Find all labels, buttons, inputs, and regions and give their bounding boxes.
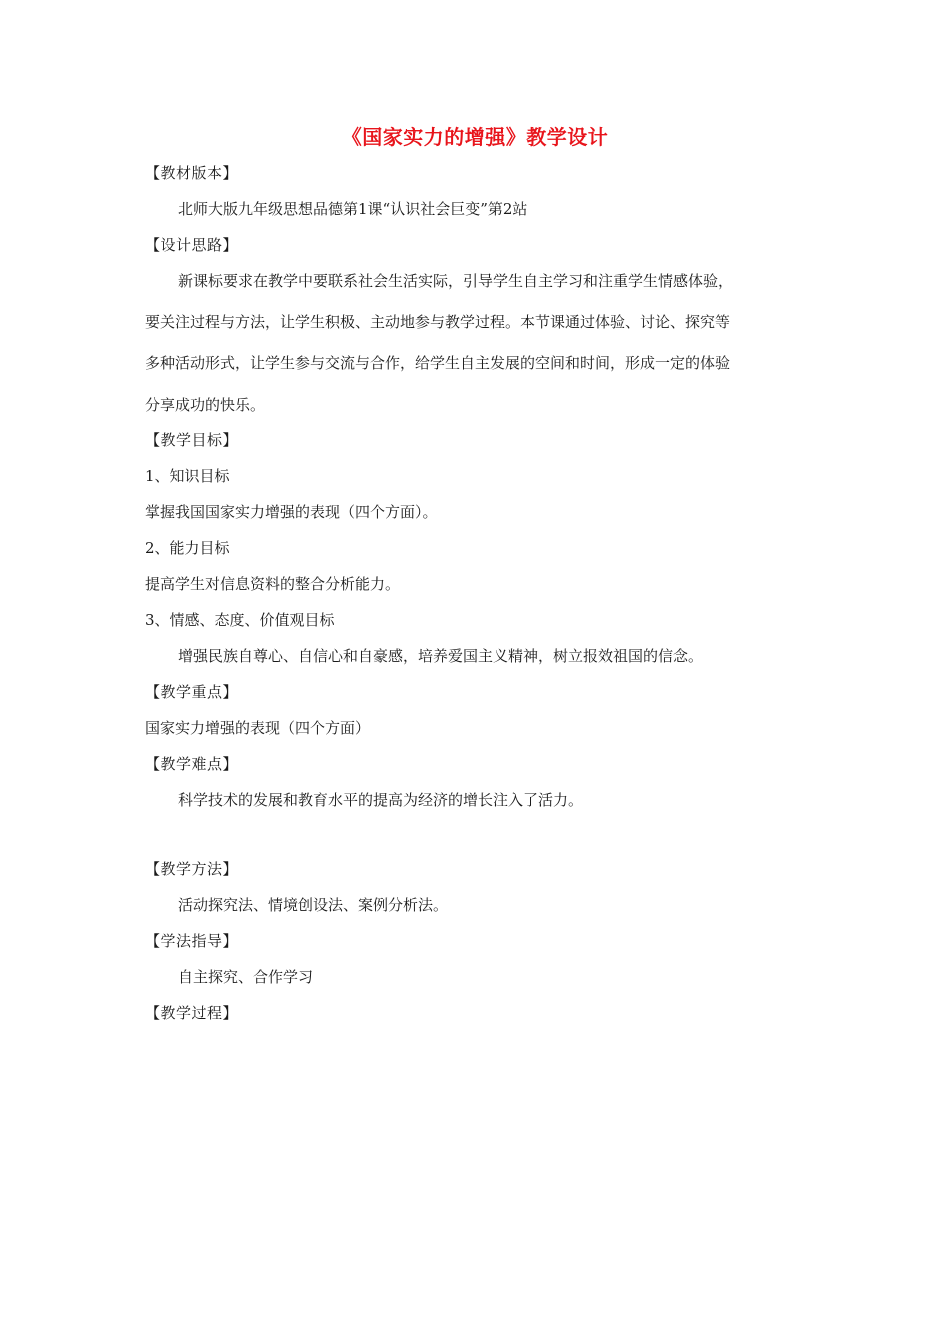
goal-emotion-label: 3、情感、态度、价值观目标 [145, 611, 335, 629]
design-line-3: 多种活动形式，让学生参与交流与合作，给学生自主发展的空间和时间，形成一定的体验 [145, 354, 731, 372]
difficulties-text: 科学技术的发展和教育水平的提高为经济的增长注入了活力。 [178, 791, 584, 809]
heading-edition: 【教材版本】 [145, 164, 239, 182]
key-points-text: 国家实力增强的表现（四个方面） [145, 719, 371, 737]
study-guide-text: 自主探究、合作学习 [178, 968, 314, 986]
design-line-4: 分享成功的快乐。 [145, 396, 266, 414]
heading-study-guide: 【学法指导】 [145, 932, 239, 950]
heading-methods: 【教学方法】 [145, 860, 239, 878]
goal-knowledge-label: 1、知识目标 [145, 467, 230, 485]
heading-goals: 【教学目标】 [145, 431, 239, 449]
heading-key-points: 【教学重点】 [145, 683, 239, 701]
heading-process: 【教学过程】 [145, 1004, 239, 1022]
edition-text: 北师大版九年级思想品德第1课“认识社会巨变”第2站 [178, 200, 528, 218]
goal-ability-text: 提高学生对信息资料的整合分析能力。 [145, 575, 401, 593]
goal-emotion-text: 增强民族自尊心、自信心和自豪感，培养爱国主义精神，树立报效祖国的信念。 [178, 647, 704, 665]
goal-knowledge-text: 掌握我国国家实力增强的表现（四个方面）。 [145, 503, 438, 521]
design-line-1: 新课标要求在教学中要联系社会生活实际，引导学生自主学习和注重学生情感体验， [178, 272, 734, 290]
methods-text: 活动探究法、情境创设法、案例分析法。 [178, 896, 449, 914]
heading-difficulties: 【教学难点】 [145, 755, 239, 773]
design-line-2: 要关注过程与方法，让学生积极、主动地参与教学过程。本节课通过体验、讨论、探究等 [145, 313, 731, 331]
goal-ability-label: 2、能力目标 [145, 539, 230, 557]
document-title: 《国家实力的增强》教学设计 [341, 125, 609, 149]
heading-design: 【设计思路】 [145, 236, 239, 254]
